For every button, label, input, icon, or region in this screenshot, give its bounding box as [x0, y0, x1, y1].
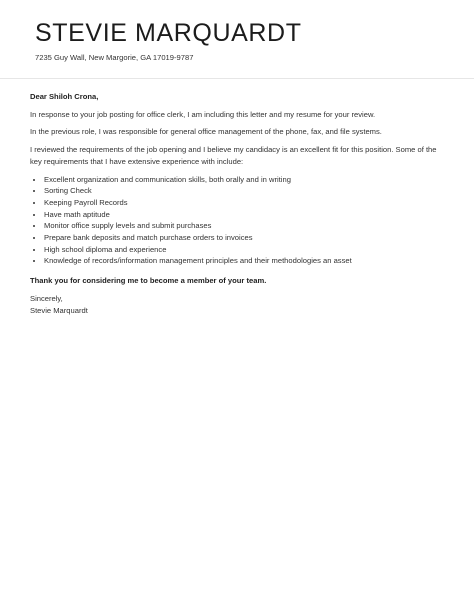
letter-body	[30, 91, 450, 316]
requirement-item: • Keeping Payroll Records	[44, 197, 450, 209]
requirement-item: • Monitor office supply levels and submit purchases	[44, 220, 450, 232]
requirement-item: • Excellent organization and communication skills, both orally and in writing	[44, 174, 450, 186]
applicant-name: STEVIE MARQUARDT	[35, 19, 302, 47]
thank-you-line: Thank you for considering me to become a member of your team.	[30, 276, 267, 286]
requirement-item: • Prepare bank deposits and match purchase orders to invoices	[44, 232, 450, 244]
letter-header	[0, 0, 474, 79]
closing-block	[30, 293, 450, 316]
requirement-item: • Knowledge of records/information management principles and their methodologies an asset	[44, 255, 450, 267]
requirements-list	[30, 174, 450, 268]
requirement-item: • Sorting Check	[44, 185, 450, 197]
salutation: Dear Shiloh Crona,	[30, 92, 99, 101]
applicant-address: 7235 Guy Wall, New Margorie, GA 17019-9787	[35, 53, 194, 62]
paragraph-previous-role: In the previous role, I was responsible for general office management of the phone, fax, and file systems.	[30, 127, 382, 137]
paragraph-intro: In response to your job posting for office clerk, I am including this letter and my resume for your review.	[30, 109, 376, 119]
signature: Stevie Marquardt	[30, 305, 88, 315]
requirement-item: • Have math aptitude	[44, 209, 450, 221]
closing: Sincerely,	[30, 293, 63, 303]
paragraph-requirements: I reviewed the requirements of the job opening and I believe my candidacy is an excellent fit for this position. Some of the key requirements that I have extensive experience with include:	[30, 145, 437, 166]
requirement-item: • High school diploma and experience	[44, 244, 450, 256]
